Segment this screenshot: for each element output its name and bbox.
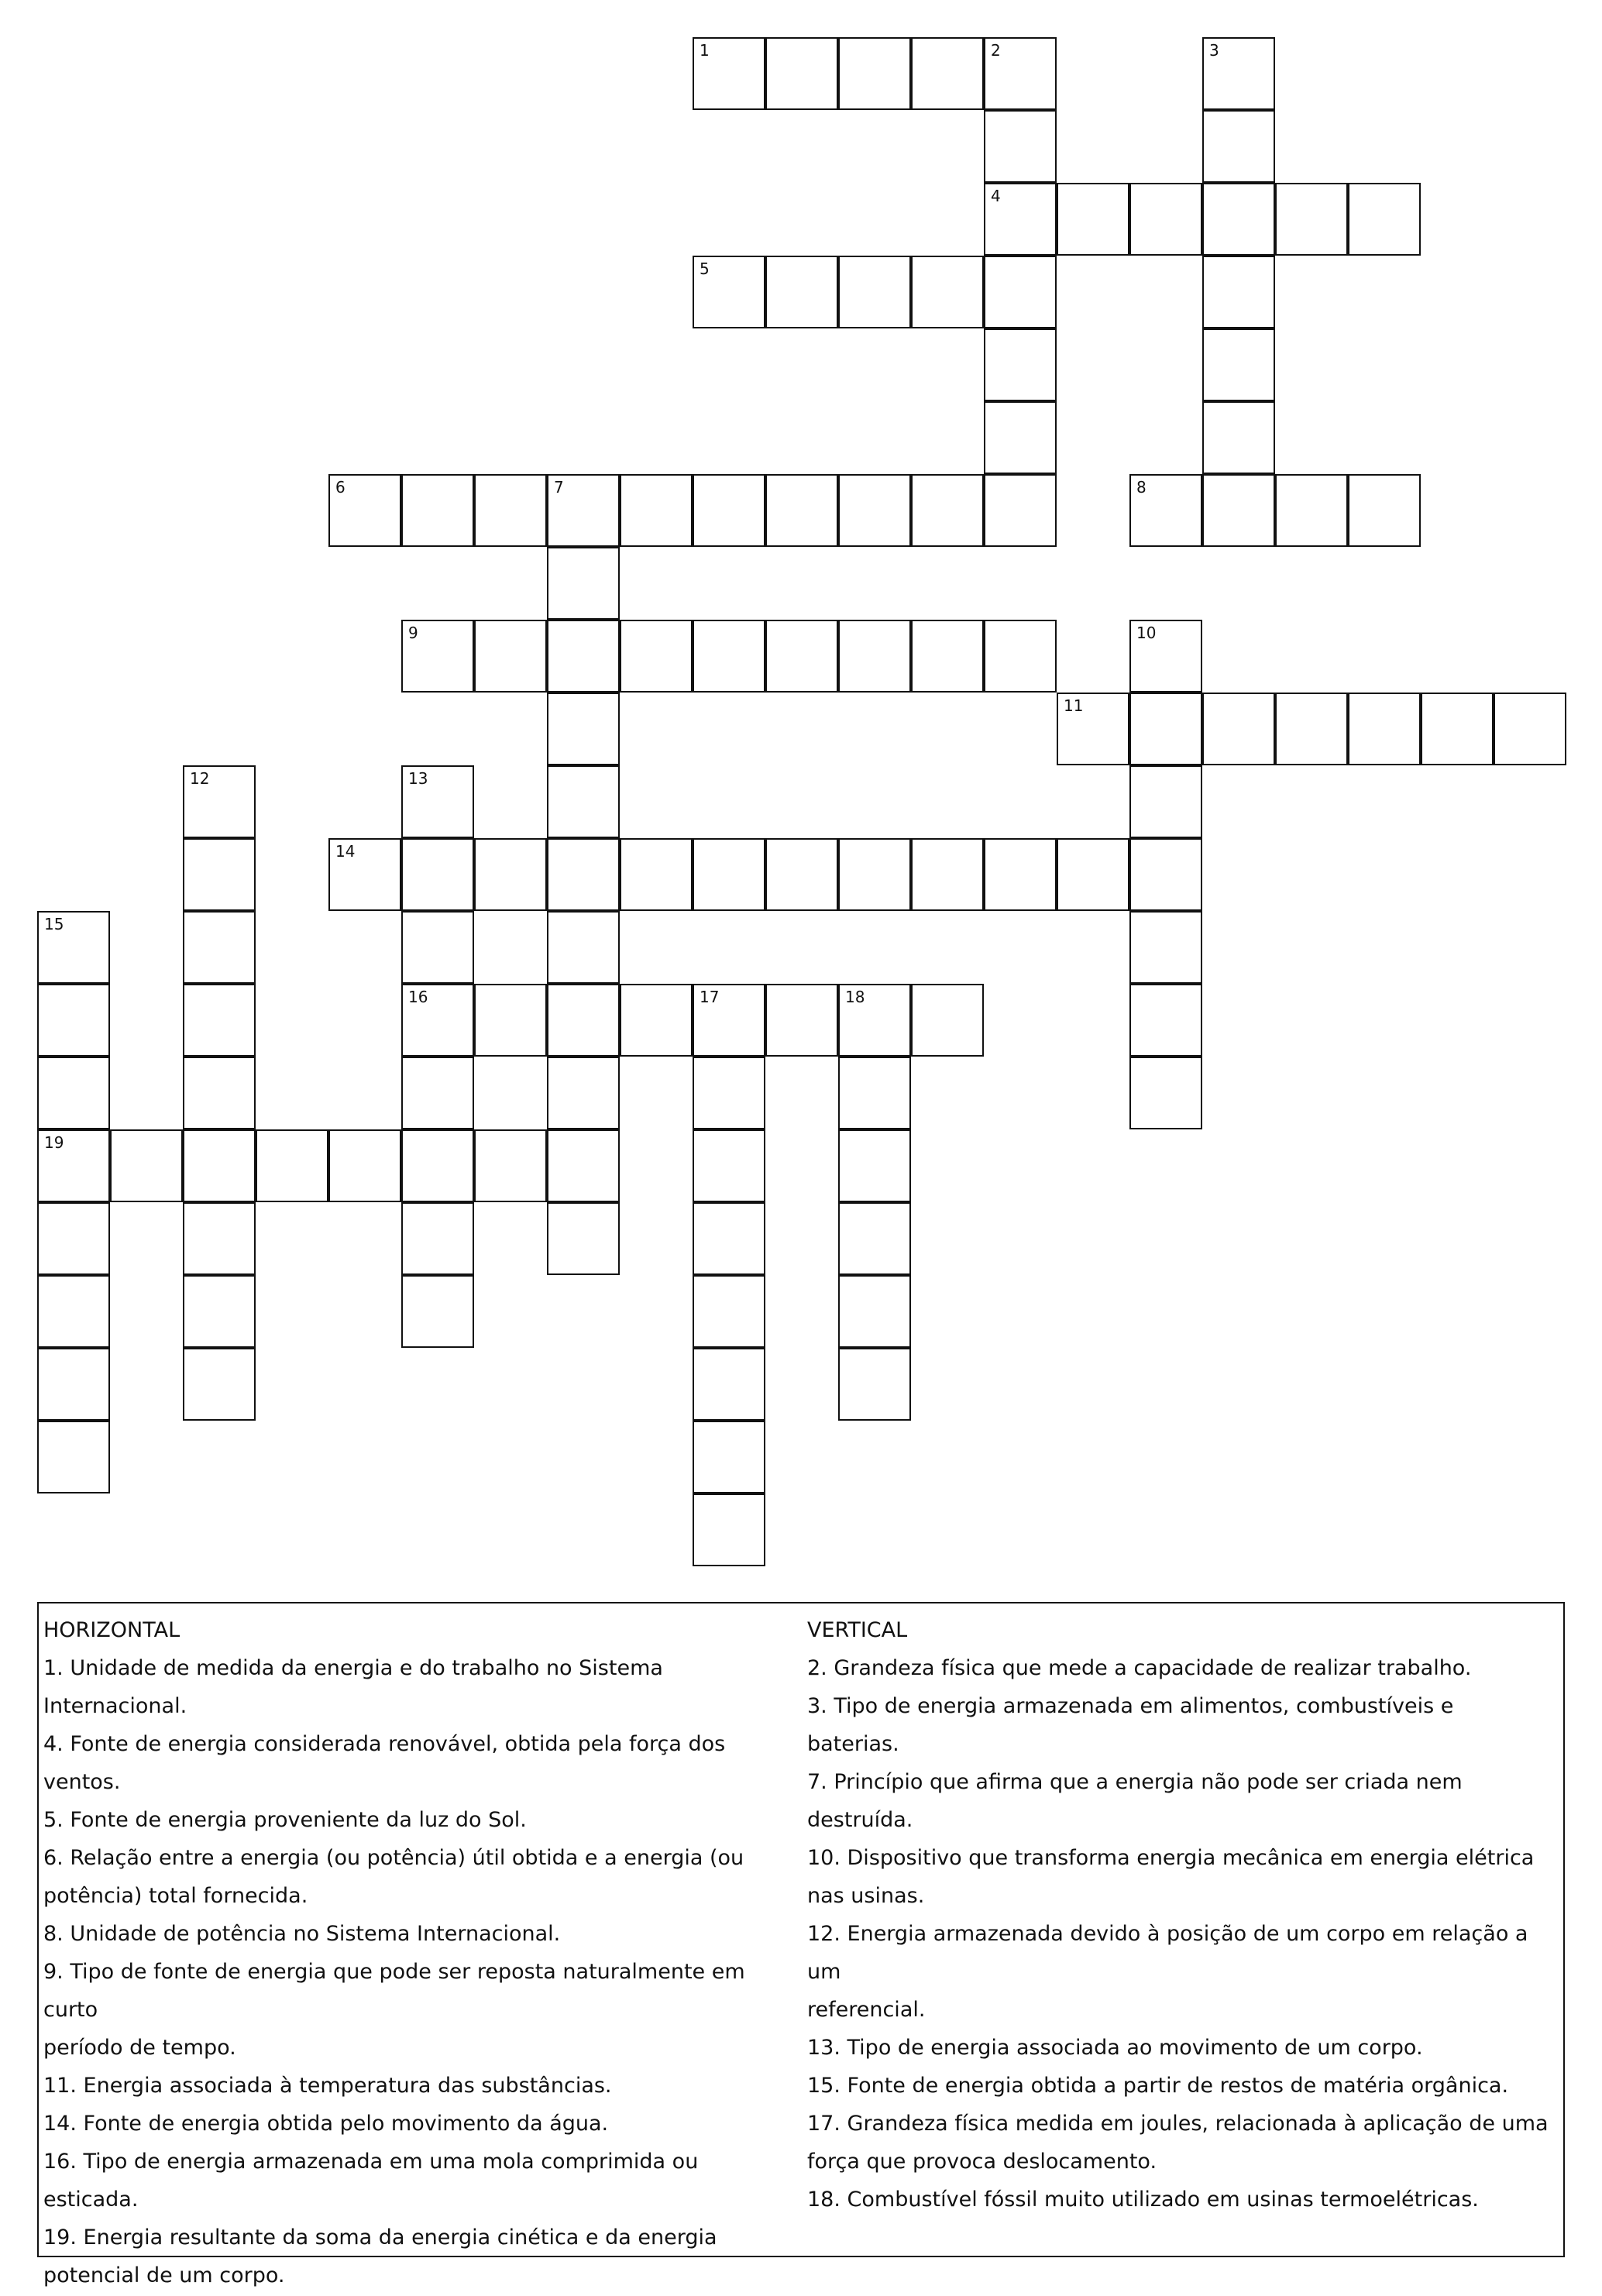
crossword-cell[interactable]: [401, 838, 474, 911]
crossword-cell[interactable]: [984, 401, 1057, 474]
crossword-cell[interactable]: [620, 474, 693, 547]
crossword-cell[interactable]: [984, 474, 1057, 547]
crossword-cell[interactable]: [1129, 911, 1202, 984]
clue-number: 13: [408, 769, 428, 788]
crossword-cell[interactable]: [547, 1202, 620, 1275]
crossword-cell[interactable]: [838, 620, 911, 693]
crossword-cell[interactable]: [37, 1057, 110, 1129]
crossword-cell[interactable]: [984, 620, 1057, 693]
clue-number: 11: [1064, 696, 1084, 715]
crossword-cell[interactable]: [328, 474, 401, 547]
crossword-cell[interactable]: [911, 474, 984, 547]
horizontal-clue-line: potencial de um corpo.: [43, 2263, 285, 2287]
crossword-cell[interactable]: [765, 474, 838, 547]
horizontal-clue-line: 16. Tipo de energia armazenada em uma mola comprimida ou esticada.: [43, 2150, 699, 2212]
vertical-clue-line: força que provoca deslocamento.: [807, 2150, 1157, 2174]
crossword-cell[interactable]: [1129, 183, 1202, 256]
crossword-cell[interactable]: [547, 984, 620, 1057]
crossword-cell[interactable]: [474, 1129, 547, 1202]
crossword-cell[interactable]: [401, 620, 474, 693]
crossword-cell[interactable]: [693, 620, 765, 693]
vertical-title: VERTICAL: [807, 1618, 908, 1642]
crossword-cell[interactable]: [183, 1348, 256, 1421]
clue-number: 6: [335, 478, 345, 497]
crossword-cell[interactable]: [984, 183, 1057, 256]
clue-number: 17: [700, 988, 720, 1006]
clue-number: 12: [190, 769, 210, 788]
clue-number: 16: [408, 988, 428, 1006]
crossword-cell[interactable]: [693, 37, 765, 110]
crossword-cell[interactable]: [547, 474, 620, 547]
crossword-cell[interactable]: [765, 256, 838, 328]
horizontal-clue-line: 14. Fonte de energia obtida pelo movimento da água.: [43, 2112, 609, 2136]
crossword-cell[interactable]: [1275, 474, 1348, 547]
vertical-clue-line: 12. Energia armazenada devido à posição de um corpo em relação a um: [807, 1922, 1528, 1984]
crossword-cell[interactable]: [911, 256, 984, 328]
crossword-cell[interactable]: [1129, 693, 1202, 765]
vertical-clue-line: 3. Tipo de energia armazenada em alimentos, combustíveis e baterias.: [807, 1694, 1454, 1756]
vertical-clue-line: 15. Fonte de energia obtida a partir de restos de matéria orgânica.: [807, 2074, 1509, 2098]
crossword-cell[interactable]: [1348, 183, 1421, 256]
vertical-clue-line: 18. Combustível fóssil muito utilizado em usinas termoelétricas.: [807, 2188, 1479, 2212]
crossword-cell[interactable]: [474, 838, 547, 911]
crossword-cell[interactable]: [37, 984, 110, 1057]
crossword-cell[interactable]: [474, 620, 547, 693]
crossword-cell[interactable]: [401, 474, 474, 547]
crossword-cell[interactable]: [911, 37, 984, 110]
crossword-cell[interactable]: [984, 37, 1057, 110]
crossword-cell[interactable]: [183, 1275, 256, 1348]
crossword-cell[interactable]: [984, 838, 1057, 911]
vertical-clue-line: destruída.: [807, 1808, 913, 1832]
crossword-cell[interactable]: [183, 984, 256, 1057]
crossword-cell[interactable]: [693, 1202, 765, 1275]
horizontal-title: HORIZONTAL: [43, 1618, 180, 1642]
clue-number: 10: [1136, 624, 1157, 642]
crossword-cell[interactable]: [1348, 474, 1421, 547]
crossword-cell[interactable]: [328, 838, 401, 911]
horizontal-clue-line: 5. Fonte de energia proveniente da luz do Sol.: [43, 1808, 527, 1832]
crossword-cell[interactable]: [474, 984, 547, 1057]
crossword-cell[interactable]: [765, 984, 838, 1057]
crossword-cell[interactable]: [765, 620, 838, 693]
crossword-cell[interactable]: [838, 1348, 911, 1421]
crossword-cell[interactable]: [693, 1421, 765, 1493]
crossword-cell[interactable]: [765, 37, 838, 110]
crossword-cell[interactable]: [1348, 693, 1421, 765]
crossword-cell[interactable]: [401, 984, 474, 1057]
crossword-cell[interactable]: [547, 693, 620, 765]
clue-number: 5: [700, 260, 710, 278]
clue-number: 1: [700, 41, 710, 60]
crossword-cell[interactable]: [37, 1348, 110, 1421]
vertical-clue-line: 13. Tipo de energia associada ao movimento de um corpo.: [807, 2036, 1423, 2060]
crossword-cell[interactable]: [110, 1129, 183, 1202]
crossword-cell[interactable]: [984, 110, 1057, 183]
crossword-cell[interactable]: [1202, 37, 1275, 110]
crossword-cell[interactable]: [838, 256, 911, 328]
vertical-clue-line: 2. Grandeza física que mede a capacidade de realizar trabalho.: [807, 1656, 1472, 1680]
crossword-cell[interactable]: [1494, 693, 1566, 765]
crossword-cell[interactable]: [401, 765, 474, 838]
crossword-cell[interactable]: [1202, 474, 1275, 547]
vertical-clue-line: 17. Grandeza física medida em joules, relacionada à aplicação de uma: [807, 2112, 1549, 2136]
horizontal-clue-line: potência) total fornecida.: [43, 1884, 308, 1908]
crossword-cell[interactable]: [1129, 984, 1202, 1057]
crossword-cell[interactable]: [765, 838, 838, 911]
crossword-cell[interactable]: [37, 911, 110, 984]
crossword-cell[interactable]: [838, 984, 911, 1057]
clue-number: 19: [44, 1133, 64, 1152]
crossword-cell[interactable]: [838, 1275, 911, 1348]
crossword-cell[interactable]: [547, 547, 620, 620]
clue-number: 9: [408, 624, 418, 642]
crossword-cell[interactable]: [183, 911, 256, 984]
clue-number: 2: [991, 41, 1001, 60]
crossword-cell[interactable]: [693, 256, 765, 328]
vertical-clues: [807, 1611, 1551, 2219]
crossword-cell[interactable]: [1129, 1057, 1202, 1129]
crossword-cell[interactable]: [547, 838, 620, 911]
crossword-cell[interactable]: [37, 1202, 110, 1275]
crossword-cell[interactable]: [328, 1129, 401, 1202]
crossword-cell[interactable]: [693, 1493, 765, 1566]
clue-number: 3: [1209, 41, 1219, 60]
crossword-cell[interactable]: [1057, 838, 1129, 911]
clue-number: 8: [1136, 478, 1146, 497]
horizontal-clue-line: 11. Energia associada à temperatura das substâncias.: [43, 2074, 612, 2098]
crossword-cell[interactable]: [1129, 474, 1202, 547]
crossword-cell[interactable]: [256, 1129, 328, 1202]
crossword-cell[interactable]: [183, 838, 256, 911]
crossword-cell[interactable]: [474, 474, 547, 547]
crossword-cell[interactable]: [1202, 401, 1275, 474]
clue-number: 4: [991, 187, 1001, 205]
horizontal-clue-line: 4. Fonte de energia considerada renovável, obtida pela força dos: [43, 1732, 726, 1756]
crossword-cell[interactable]: [37, 1421, 110, 1493]
clue-number: 14: [335, 842, 356, 861]
crossword-cell[interactable]: [547, 911, 620, 984]
crossword-cell[interactable]: [911, 838, 984, 911]
horizontal-clue-line: 19. Energia resultante da soma da energia cinética e da energia: [43, 2226, 717, 2250]
crossword-cell[interactable]: [1057, 183, 1129, 256]
crossword-cell[interactable]: [547, 620, 620, 693]
crossword-cell[interactable]: [838, 838, 911, 911]
crossword-cell[interactable]: [401, 1129, 474, 1202]
crossword-cell[interactable]: [838, 474, 911, 547]
vertical-clue-line: 10. Dispositivo que transforma energia mecânica em energia elétrica: [807, 1846, 1535, 1870]
clue-number: 15: [44, 915, 64, 933]
crossword-cell[interactable]: [1421, 693, 1494, 765]
crossword-cell[interactable]: [401, 911, 474, 984]
crossword-cell[interactable]: [401, 1202, 474, 1275]
horizontal-clue-line: ventos.: [43, 1770, 121, 1794]
crossword-cell[interactable]: [911, 984, 984, 1057]
crossword-cell[interactable]: [1275, 693, 1348, 765]
horizontal-clue-line: 6. Relação entre a energia (ou potência) útil obtida e a energia (ou: [43, 1846, 744, 1870]
crossword-cell[interactable]: [984, 256, 1057, 328]
clue-number: 18: [845, 988, 865, 1006]
horizontal-clue-line: 8. Unidade de potência no Sistema Internacional.: [43, 1922, 561, 1946]
crossword-cell[interactable]: [1129, 838, 1202, 911]
crossword-cell[interactable]: [1129, 620, 1202, 693]
crossword-cell[interactable]: [838, 1202, 911, 1275]
horizontal-clue-line: período de tempo.: [43, 2036, 236, 2060]
clue-number: 7: [554, 478, 564, 497]
crossword-cell[interactable]: [838, 37, 911, 110]
crossword-cell[interactable]: [547, 765, 620, 838]
crossword-cell[interactable]: [401, 1057, 474, 1129]
crossword-cell[interactable]: [620, 838, 693, 911]
crossword-cell[interactable]: [620, 620, 693, 693]
crossword-cell[interactable]: [183, 1057, 256, 1129]
crossword-cell[interactable]: [1275, 183, 1348, 256]
vertical-clue-line: 7. Princípio que afirma que a energia não pode ser criada nem: [807, 1770, 1463, 1794]
crossword-cell[interactable]: [1202, 693, 1275, 765]
crossword-cell[interactable]: [620, 984, 693, 1057]
crossword-cell[interactable]: [1129, 765, 1202, 838]
crossword-cell[interactable]: [37, 1129, 110, 1202]
crossword-cell[interactable]: [693, 1057, 765, 1129]
crossword-cell[interactable]: [183, 1202, 256, 1275]
crossword-cell[interactable]: [1202, 328, 1275, 401]
crossword-cell[interactable]: [547, 1057, 620, 1129]
crossword-cell[interactable]: [183, 1129, 256, 1202]
horizontal-clue-line: 9. Tipo de fonte de energia que pode ser reposta naturalmente em curto: [43, 1960, 745, 2022]
crossword-cell[interactable]: [37, 1275, 110, 1348]
crossword-cell[interactable]: [838, 1129, 911, 1202]
crossword-cell[interactable]: [693, 474, 765, 547]
crossword-cell[interactable]: [547, 1129, 620, 1202]
crossword-cell[interactable]: [693, 984, 765, 1057]
crossword-cell[interactable]: [693, 838, 765, 911]
crossword-cell[interactable]: [984, 328, 1057, 401]
crossword-cell[interactable]: [693, 1275, 765, 1348]
crossword-cell[interactable]: [1202, 256, 1275, 328]
vertical-clue-line: nas usinas.: [807, 1884, 925, 1908]
horizontal-clues: [43, 1611, 787, 2294]
crossword-cell[interactable]: [693, 1348, 765, 1421]
horizontal-clue-line: 1. Unidade de medida da energia e do trabalho no Sistema: [43, 1656, 663, 1680]
crossword-cell[interactable]: [1202, 183, 1275, 256]
crossword-cell[interactable]: [1202, 110, 1275, 183]
vertical-clue-line: referencial.: [807, 1998, 926, 2022]
crossword-cell[interactable]: [1057, 693, 1129, 765]
horizontal-clue-line: Internacional.: [43, 1694, 187, 1718]
clues-box: [37, 1602, 1565, 2287]
crossword-cell[interactable]: [183, 765, 256, 838]
crossword-cell[interactable]: [838, 1057, 911, 1129]
crossword-cell[interactable]: [693, 1129, 765, 1202]
crossword-cell[interactable]: [911, 620, 984, 693]
crossword-cell[interactable]: [401, 1275, 474, 1348]
